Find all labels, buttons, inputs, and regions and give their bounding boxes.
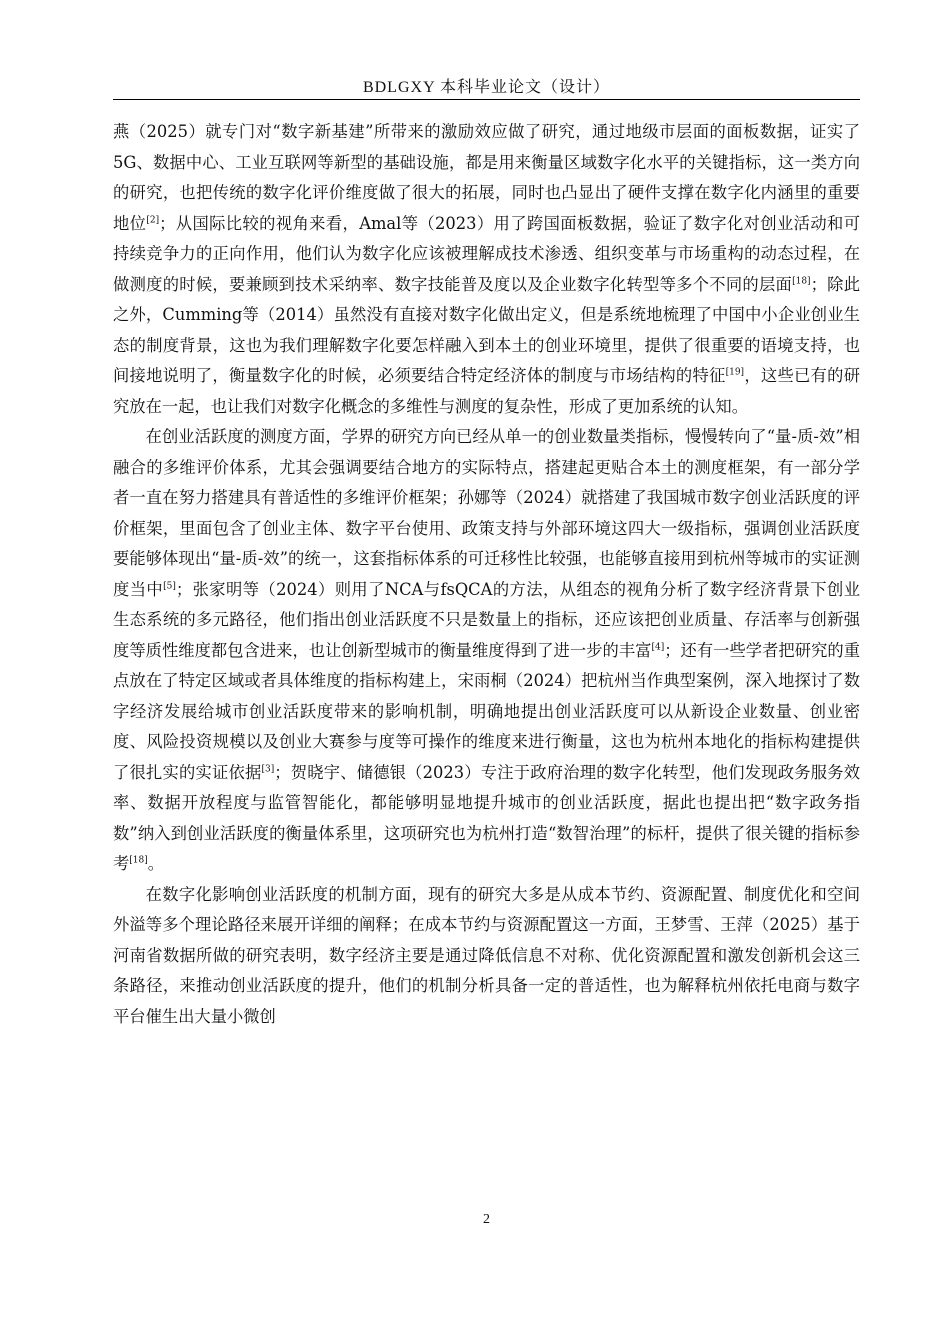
citation-marker: [2] <box>146 215 160 226</box>
page-header-title: BDLGXY 本科毕业论文（设计） <box>362 79 611 96</box>
paragraph-text: ；还有一些学者把研究的重点放在了特定区域或者具体维度的指标构建上，宋雨桐（2024）把杭州当作典型案例，深入地探讨了数字经济发展给城市创业活跃度带来的影响机制，明确地提出创业活跃度可以从新设企业数量、创业密度、风险投资规模以及创业大赛参与度等可操作的维度来进行衡量，这也为杭州本地化的指标构建提供了很扎实的实证依据 <box>113 640 860 782</box>
paragraph-text: 在创业活跃度的测度方面，学界的研究方向已经从单一的创业数量类指标，慢慢转向了“量-质-效”相融合的多维评价体系，尤其会强调要结合地方的实际特点，搭建起更贴合本土的测度框架，有一部分学者一直在努力搭建具有普适性的多维评价框架；孙娜等（2024）就搭建了我国城市数字创业活跃度的评价框架，里面包含了创业主体、数字平台使用、政策支持与外部环境这四大一级指标，强调创业活跃度要能够体现出“量-质-效”的统一，这套指标体系的可迁移性比较强，也能够直接用到杭州等城市的实证测度当中 <box>113 427 860 599</box>
paragraph-text: ；除此之外，Cumming等（2014）虽然没有直接对数字化做出定义，但是系统地梳理了中国中小企业创业生态的制度背景，这也为我们理解数字化要怎样融入到本土的创业环境里，提供了很重要的语境支持，也间接地说明了，衡量数字化的时候，必须要结合特定经济体的制度与市场结构的特征 <box>113 274 860 385</box>
paragraph-text: ；张家明等（2024）则用了NCA与fsQCA的方法，从组态的视角分析了数字经济背景下创业生态系统的多元路径，他们指出创业活跃度不只是数量上的指标，还应该把创业质量、存活率与创新强度等质性维度都包含进来，也让创新型城市的衡量维度得到了进一步的丰富 <box>113 579 860 660</box>
body-paragraph <box>113 880 860 1033</box>
citation-marker: [5] <box>163 581 176 592</box>
body-paragraph <box>113 117 860 422</box>
paragraph-text: 。 <box>147 854 165 873</box>
paragraph-text: 燕（2025）就专门对“数字新基建”所带来的激励效应做了研究，通过地级市层面的面板数据，证实了5G、数据中心、工业互联网等新型的基础设施，都是用来衡量区域数字化水平的关键指标，这一类方向的研究，也把传统的数字化评价维度做了很大的拓展，同时也凸显出了硬件支撑在数字化内涵里的重要地位 <box>113 122 860 233</box>
citation-marker: [19] <box>725 367 745 378</box>
paragraph-text: 在数字化影响创业活跃度的机制方面，现有的研究大多是从成本节约、资源配置、制度优化和空间外溢等多个理论路径来展开详细的阐释；在成本节约与资源配置这一方面，王梦雪、王萍（2025）基于河南省数据所做的研究表明，数字经济主要是通过降低信息不对称、优化资源配置和激发创新机会这三条路径，来推动创业活跃度的提升，他们的机制分析具备一定的普适性，也为解释杭州依托电商与数字平台催生出大量小微创 <box>113 884 860 1026</box>
citation-marker: [4] <box>651 642 665 653</box>
citation-marker: [3] <box>261 764 275 775</box>
page-number: 2 <box>483 1212 490 1227</box>
paragraph-text: ；从国际比较的视角来看，Amal等（2023）用了跨国面板数据，验证了数字化对创业活动和可持续竞争力的正向作用，他们认为数字化应该被理解成技术渗透、组织变革与市场重构的动态过程，在做测度的时候，要兼顾到技术采纳率、数字技能普及度以及企业数字化转型等多个不同的层面 <box>113 213 860 294</box>
body-text <box>113 117 860 1032</box>
citation-marker: [18] <box>792 276 811 287</box>
header-divider <box>113 99 860 100</box>
paragraph-text: ；贺晓宇、储德银（2023）专注于政府治理的数字化转型，他们发现政务服务效率、数据开放程度与监管智能化，都能够明显地提升城市的创业活跃度，据此也提出把“数字政务指数”纳入到创业活跃度的衡量体系里，这项研究也为杭州打造“数智治理”的标杆，提供了很关键的指标参考 <box>113 762 860 873</box>
paragraph-text: ，这些已有的研究放在一起，也让我们对数字化概念的多维性与测度的复杂性，形成了更加系统的认知。 <box>113 366 860 416</box>
citation-marker: [18] <box>129 855 148 866</box>
body-paragraph <box>113 422 860 880</box>
